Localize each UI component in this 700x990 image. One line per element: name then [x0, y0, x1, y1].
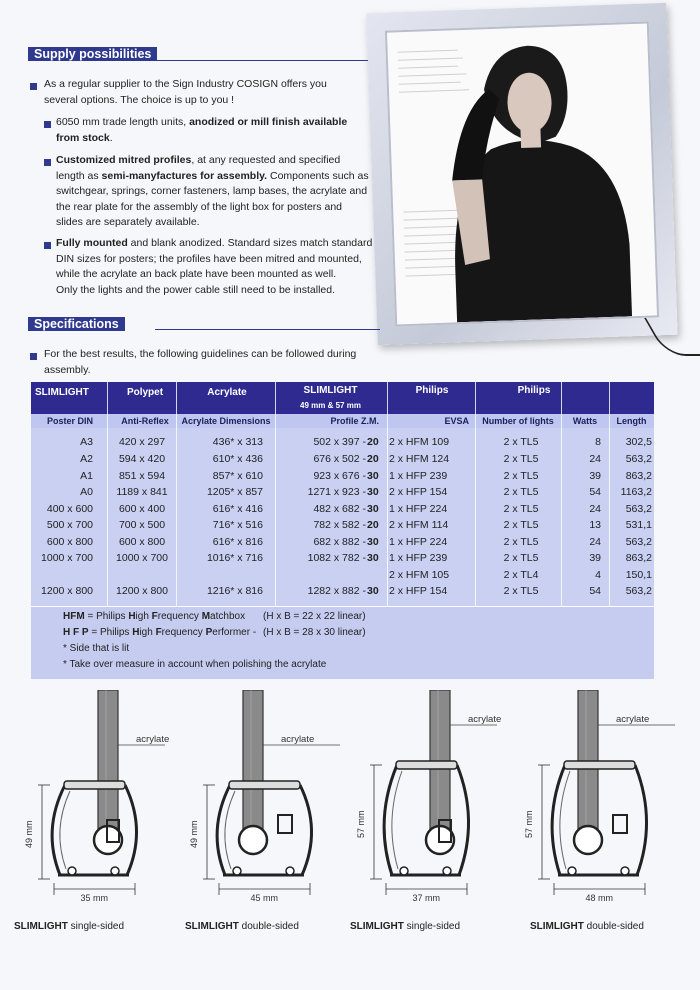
- profile-diagram: [520, 690, 685, 940]
- cell-acrylate: 616* x 816: [212, 535, 263, 548]
- cell-nlights: 2 x TL5: [503, 486, 539, 498]
- cell-length: 1163,2: [620, 486, 652, 498]
- text: 6050 mm trade length units,: [56, 116, 190, 128]
- sth-poster: Poster DIN: [46, 416, 93, 426]
- cell-length: 150,1: [625, 568, 652, 581]
- cell-poster: A3: [80, 436, 93, 448]
- profile-cross-section: [20, 690, 185, 900]
- cell-profile-zm: 20: [367, 519, 379, 531]
- cell-profile: 482 x 682 -: [313, 502, 366, 515]
- spec-table: [31, 382, 654, 678]
- text: DIN sizes for posters; the profiles have been mitred and mounted,: [56, 252, 362, 265]
- cell-nlights: 2 x TL5: [503, 436, 539, 448]
- note-take-over: * Take over measure in account when polishing the acrylate: [63, 659, 327, 670]
- cell-profile-zm: 30: [367, 585, 379, 597]
- table-row: [31, 435, 654, 452]
- table-row: [31, 469, 654, 486]
- bullet: [44, 242, 51, 249]
- acrylate-label: acrylate: [136, 734, 170, 745]
- cell-evsa: 2 x HFM 105: [389, 568, 450, 581]
- text: length as: [56, 169, 102, 182]
- cell-acrylate: 616* x 416: [212, 502, 263, 515]
- th-slimlight: SLIMLIGHT: [35, 387, 89, 398]
- cell-acrylate: 716* x 516: [212, 519, 263, 531]
- cell-watts: 8: [595, 436, 601, 448]
- table-row: [31, 584, 654, 601]
- sth-evsa: EVSA: [444, 416, 469, 426]
- cell-profile-zm: 20: [367, 453, 379, 465]
- cell-watts: 13: [589, 519, 601, 531]
- cell-poster: 1000 x 700: [41, 552, 93, 564]
- supply-item-mounted: [56, 236, 372, 298]
- profile-caption: [530, 921, 644, 932]
- cell-length: 563,2: [625, 585, 652, 597]
- cell-profile: 1282 x 882 -: [307, 585, 366, 597]
- cell-length: 863,2: [625, 552, 652, 564]
- power-cable: [644, 318, 700, 356]
- text: igh: [139, 627, 156, 638]
- note-dimensions: (H x B = 28 x 30 linear): [263, 627, 366, 638]
- cell-polypet: 594 x 420: [118, 453, 166, 465]
- th-philips-evsa: Philips: [415, 385, 449, 396]
- text: the rear plate for the assembly of the light box for posters and: [56, 200, 342, 213]
- cell-watts: 24: [589, 502, 601, 515]
- spec-intro: [44, 347, 356, 378]
- cell-length: 563,2: [625, 535, 652, 548]
- cell-polypet: 600 x 400: [118, 502, 166, 515]
- text: switchgear, springs, corner fasteners, lamp bases, the acrylate and: [56, 185, 368, 197]
- cell-polypet: 700 x 500: [118, 519, 166, 531]
- supply-intro-line: As a regular supplier to the Sign Industry COSIGN offers you: [44, 78, 327, 90]
- height-dimension: 49 mm: [189, 820, 199, 848]
- acrylate-label: acrylate: [616, 714, 650, 725]
- sth-profile: Profile Z.M.: [330, 416, 379, 426]
- text-bold: anodized or mill finish available: [189, 116, 348, 128]
- sth-antireflex: Anti-Reflex: [121, 416, 169, 426]
- text: igh: [135, 611, 152, 622]
- text: atchbox: [210, 611, 246, 622]
- poster-image: [387, 24, 657, 325]
- table-row: [31, 551, 654, 568]
- supply-item-mitred: [56, 153, 369, 231]
- height-dimension: 49 mm: [24, 820, 34, 848]
- text-bold: M: [201, 611, 211, 622]
- profile-diagram: [14, 690, 185, 940]
- width-dimension: 45 mm: [250, 893, 279, 903]
- text: , at any requested and specified: [191, 154, 341, 166]
- cell-poster: A2: [80, 453, 93, 465]
- cell-polypet: 600 x 800: [118, 535, 166, 548]
- cell-profile-zm: 20: [367, 436, 379, 448]
- cell-evsa: 1 x HFP 239: [389, 552, 448, 564]
- cell-poster: 500 x 700: [46, 519, 93, 531]
- acrylate-label: acrylate: [468, 714, 502, 725]
- width-dimension: 48 mm: [585, 893, 614, 903]
- text: .: [109, 131, 113, 144]
- cell-nlights: 2 x TL4: [503, 568, 539, 581]
- cell-acrylate: 1205* x 857: [206, 486, 263, 498]
- text-bold: from stock: [56, 131, 110, 144]
- profile-caption: [185, 921, 299, 932]
- text-bold: F: [151, 611, 158, 622]
- cell-nlights: 2 x TL5: [503, 453, 539, 465]
- sth-watts: Watts: [572, 416, 598, 426]
- cell-profile-zm: 30: [367, 502, 379, 515]
- text-bold: P: [205, 627, 213, 638]
- acrylate-label: acrylate: [281, 734, 315, 745]
- cell-watts: 4: [595, 568, 601, 581]
- supply-intro: [44, 77, 327, 108]
- cell-polypet: 420 x 297: [118, 436, 166, 448]
- height-dimension: 57 mm: [524, 810, 534, 838]
- text: = Philips: [88, 627, 133, 638]
- cell-profile: 923 x 676 -: [313, 469, 366, 482]
- spec-heading-rule: [155, 329, 380, 330]
- cell-evsa: 2 x HFM 109: [389, 436, 450, 448]
- cell-nlights: 2 x TL5: [503, 535, 539, 548]
- note-side-lit: * Side that is lit: [63, 643, 130, 654]
- cell-nlights: 2 x TL5: [503, 469, 539, 482]
- th-slimlight-profile: SLIMLIGHT: [303, 385, 358, 396]
- text: Components such as: [267, 169, 369, 182]
- cell-length: 531,1: [625, 519, 652, 531]
- text-bold: H: [132, 627, 140, 638]
- th-polypet: Polypet: [126, 387, 164, 398]
- text-bold: HFM: [63, 611, 85, 622]
- cell-length: 302,5: [625, 436, 652, 448]
- profile-caption-type: single-sided: [67, 921, 125, 932]
- table-row: [31, 452, 654, 469]
- text-bold: H: [128, 611, 136, 622]
- text: erformer -: [212, 627, 257, 638]
- cell-nlights: 2 x TL5: [503, 519, 539, 531]
- cell-watts: 54: [589, 585, 601, 597]
- cell-poster: 400 x 600: [46, 502, 93, 515]
- note-hfm: [63, 611, 366, 622]
- cell-profile-zm: 30: [367, 552, 379, 564]
- bullet: [30, 83, 37, 90]
- table-notes: [31, 606, 654, 679]
- cell-polypet: 851 x 594: [118, 469, 166, 482]
- cell-poster: A1: [80, 469, 93, 482]
- cell-profile-zm: 30: [367, 469, 379, 482]
- cell-evsa: 2 x HFM 114: [389, 519, 449, 531]
- supply-heading: Supply possibilities: [28, 47, 157, 61]
- cell-nlights: 2 x TL5: [503, 585, 539, 597]
- profile-caption: [14, 921, 124, 932]
- text: = Philips: [84, 611, 129, 622]
- profile-diagram: [185, 690, 350, 940]
- cell-profile-zm: 30: [367, 486, 379, 498]
- supply-intro-line: several options. The choice is up to you !: [44, 93, 235, 106]
- cell-nlights: 2 x TL5: [503, 552, 539, 564]
- profile-cross-section: [520, 690, 685, 900]
- th-philips-lights: Philips: [517, 385, 551, 396]
- profile-caption-name: SLIMLIGHT: [530, 921, 584, 932]
- text: while the acrylate an back plate have been mounted as well.: [56, 268, 337, 280]
- cell-acrylate: 857* x 610: [212, 469, 263, 482]
- th-slimlight-profile-sub: 49 mm & 57 mm: [300, 401, 361, 410]
- cell-poster: 600 x 800: [46, 535, 93, 548]
- cell-watts: 54: [589, 486, 601, 498]
- sth-nlights: Number of lights: [482, 416, 554, 426]
- text-bold: Fully mounted: [56, 237, 128, 249]
- table-row: [31, 518, 654, 535]
- table-row: [31, 485, 654, 502]
- poster-photo: [385, 21, 659, 326]
- cell-acrylate: 1016* x 716: [206, 552, 263, 564]
- profile-caption-type: double-sided: [583, 921, 644, 932]
- cell-watts: 39: [589, 469, 601, 482]
- th-acrylate: Acrylate: [207, 387, 247, 398]
- note-hfp: [63, 627, 366, 638]
- cell-polypet: 1200 x 800: [116, 585, 168, 597]
- table-row: [31, 502, 654, 519]
- cell-length: 563,2: [625, 453, 652, 465]
- text-bold: Customized mitred profiles: [56, 154, 192, 166]
- text: requency: [161, 627, 206, 638]
- profile-caption-type: single-sided: [403, 921, 461, 932]
- cell-acrylate: 436* x 313: [212, 436, 263, 448]
- cell-poster: A0: [80, 486, 93, 498]
- text-bold: H F P: [63, 627, 89, 638]
- bullet: [44, 159, 51, 166]
- profile-caption-name: SLIMLIGHT: [350, 921, 404, 932]
- text: and blank anodized. Standard sizes match standard: [127, 237, 373, 249]
- profile-caption: [350, 921, 460, 932]
- cell-profile: 676 x 502 -: [313, 453, 366, 465]
- spec-heading: Specifications: [28, 317, 125, 331]
- cell-watts: 24: [589, 535, 601, 548]
- cell-acrylate: 1216* x 816: [206, 585, 263, 597]
- cell-evsa: 2 x HFP 154: [389, 585, 448, 597]
- bullet: [30, 353, 37, 360]
- cell-evsa: 2 x HFM 124: [389, 453, 450, 465]
- cell-profile-zm: 30: [367, 535, 379, 548]
- sth-length: Length: [616, 416, 647, 426]
- text: Only the lights and the power cable still need to be installed.: [56, 283, 336, 296]
- height-dimension: 57 mm: [356, 810, 366, 838]
- profile-caption-name: SLIMLIGHT: [185, 921, 239, 932]
- cell-polypet: 1000 x 700: [116, 552, 168, 564]
- cell-evsa: 1 x HFP 224: [389, 502, 448, 515]
- width-dimension: 35 mm: [80, 893, 109, 903]
- cell-profile: 682 x 882 -: [313, 535, 366, 548]
- cell-evsa: 1 x HFP 239: [389, 469, 448, 482]
- profile-diagram: [352, 690, 517, 940]
- spec-intro-line: For the best results, the following guidelines can be followed during: [44, 348, 357, 360]
- table-row: [31, 535, 654, 552]
- cell-watts: 39: [589, 552, 601, 564]
- cell-poster: 1200 x 800: [41, 585, 93, 597]
- width-dimension: 37 mm: [412, 893, 441, 903]
- text: requency: [157, 611, 202, 622]
- text-bold: semi-manyfactures for assembly.: [101, 169, 268, 182]
- cell-polypet: 1189 x 841: [116, 486, 168, 498]
- spec-intro-line: assembly.: [44, 363, 91, 376]
- cell-watts: 24: [589, 453, 601, 465]
- profile-caption-name: SLIMLIGHT: [14, 921, 68, 932]
- table-row: [31, 568, 654, 585]
- cell-profile: 782 x 582 -: [313, 519, 366, 531]
- profile-cross-section: [185, 690, 350, 900]
- cell-evsa: 1 x HFP 224: [389, 535, 448, 548]
- profile-caption-type: double-sided: [238, 921, 299, 932]
- cell-acrylate: 610* x 436: [212, 453, 263, 465]
- cell-profile: 1271 x 923 -: [307, 486, 366, 498]
- text-bold: F: [155, 627, 162, 638]
- text: slides are separately available.: [56, 216, 200, 228]
- supply-heading-rule: [155, 60, 375, 61]
- cell-length: 863,2: [625, 469, 652, 482]
- cell-profile: 1082 x 782 -: [307, 552, 366, 564]
- supply-item-stock: [56, 115, 347, 146]
- light-box-frame: [366, 3, 677, 345]
- cell-nlights: 2 x TL5: [503, 502, 539, 515]
- note-dimensions: (H x B = 22 x 22 linear): [263, 611, 366, 622]
- cell-length: 563,2: [625, 502, 652, 515]
- bullet: [44, 121, 51, 128]
- cell-evsa: 2 x HFP 154: [389, 486, 448, 498]
- sth-acrylate-dim: Acrylate Dimensions: [181, 416, 271, 426]
- cell-profile: 502 x 397 -: [313, 436, 366, 448]
